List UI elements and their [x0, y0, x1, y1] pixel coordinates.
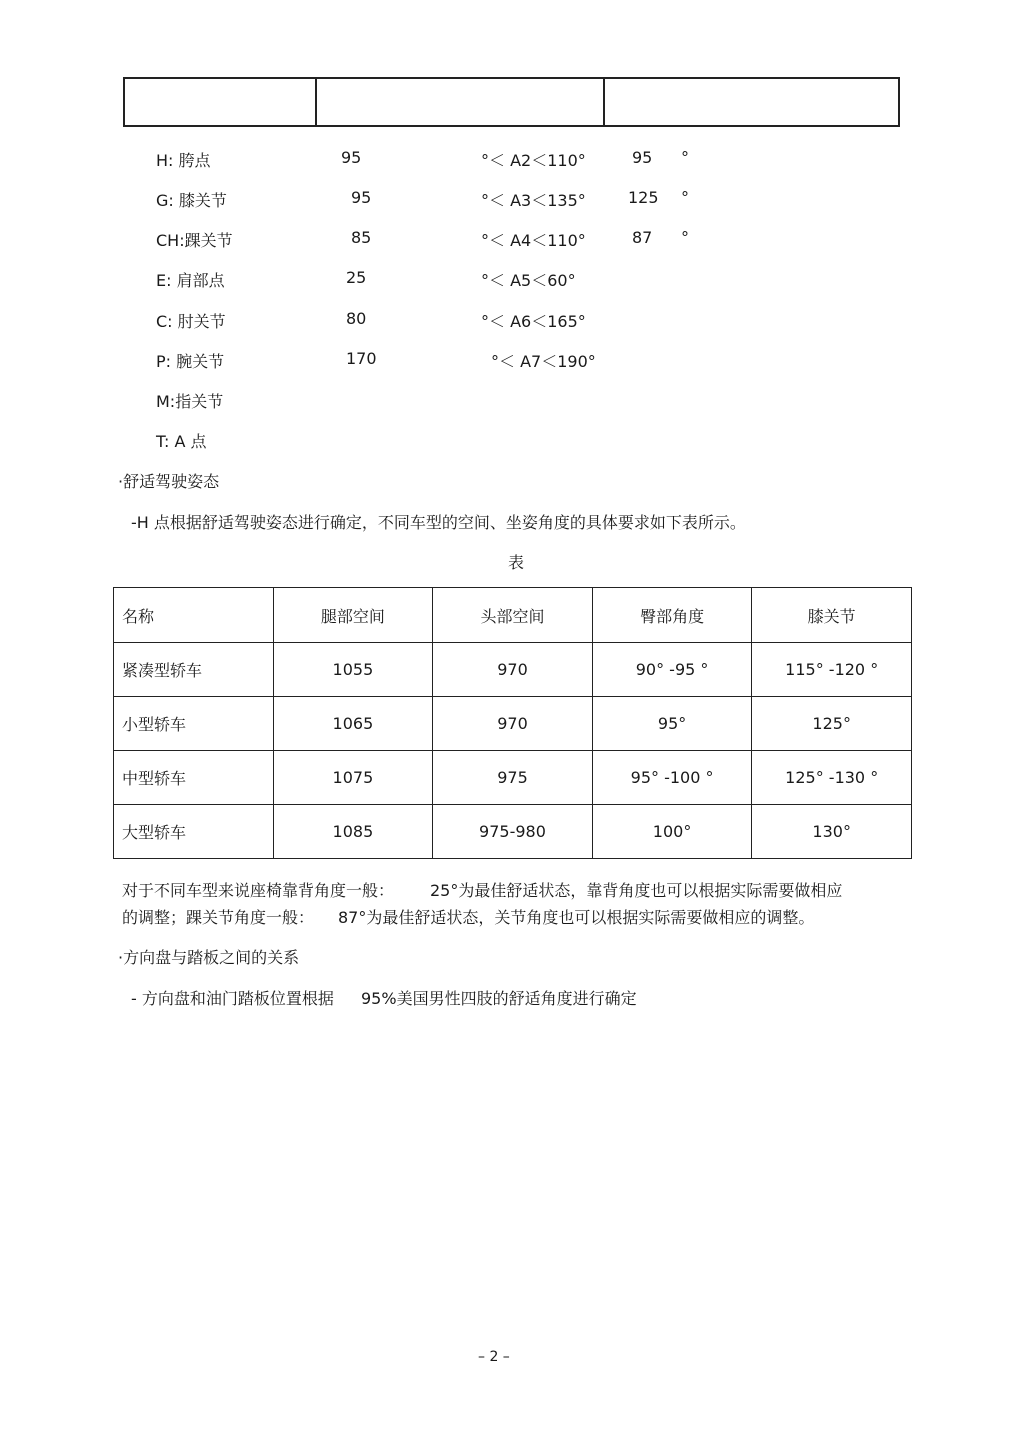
joint-degree-symbol: °	[681, 228, 689, 247]
joint-label: C: 肘关节	[156, 312, 226, 331]
joint-min-angle: 80	[346, 309, 367, 328]
table-cell: 975-980	[433, 805, 593, 859]
table-cell: 1055	[273, 643, 433, 697]
joint-min-angle: 95	[351, 188, 372, 207]
joint-degree-symbol: °	[681, 188, 689, 207]
table-row	[114, 697, 912, 751]
table-cell: 中型轿车	[114, 751, 274, 805]
section-text-h-point: -H 点根据舒适驾驶姿态进行确定，不同车型的空间、坐姿角度的具体要求如下表所示。	[131, 513, 746, 532]
joint-label: CH:踝关节	[156, 231, 233, 250]
joint-angle-range: °＜ A2＜110°	[481, 151, 586, 170]
joint-min-angle: 25	[346, 268, 367, 287]
paragraph-ankle-angle-cont: 87°为最佳舒适状态，关节角度也可以根据实际需要做相应的调整。	[338, 908, 815, 927]
header-cell-head-room: 头部空间	[433, 588, 593, 643]
top-table-cell	[604, 78, 899, 126]
table-cell: 大型轿车	[114, 805, 274, 859]
seating-spec-table	[113, 587, 912, 859]
paragraph-seatback-angle-cont: 25°为最佳舒适状态，靠背角度也可以根据实际需要做相应	[430, 881, 843, 900]
joint-label: H: 胯点	[156, 151, 211, 170]
joint-angle-range: °＜ A5＜60°	[481, 271, 576, 290]
joint-degree-symbol: °	[681, 148, 689, 167]
section-text-steering: - 方向盘和油门踏板位置根据	[131, 989, 334, 1008]
joint-label: M:指关节	[156, 392, 224, 411]
table-cell: 95°	[592, 697, 752, 751]
table-row	[114, 751, 912, 805]
table-caption: 表	[508, 553, 525, 572]
table-cell: 紧凑型轿车	[114, 643, 274, 697]
joint-comfort-angle: 95	[632, 148, 653, 167]
joint-label: G: 膝关节	[156, 191, 227, 210]
top-empty-table	[123, 77, 900, 127]
table-cell: 1075	[273, 751, 433, 805]
table-cell: 小型轿车	[114, 697, 274, 751]
joint-min-angle: 95	[341, 148, 362, 167]
paragraph-seatback-angle: 对于不同车型来说座椅靠背角度一般：	[122, 881, 395, 900]
joint-min-angle: 170	[346, 349, 377, 368]
table-cell: 125°	[752, 697, 912, 751]
header-cell-leg-room: 腿部空间	[273, 588, 433, 643]
top-table-cell	[124, 78, 316, 126]
top-table-cell	[316, 78, 604, 126]
section-heading-comfort-posture: ·舒适驾驶姿态	[118, 472, 220, 491]
joint-angle-range: °＜ A4＜110°	[481, 231, 586, 250]
header-cell-hip-angle: 臀部角度	[592, 588, 752, 643]
header-cell-name: 名称	[114, 588, 274, 643]
table-cell: 115° -120 °	[752, 643, 912, 697]
joint-min-angle: 85	[351, 228, 372, 247]
paragraph-ankle-angle: 的调整；踝关节角度一般：	[122, 908, 315, 927]
table-cell: 970	[433, 697, 593, 751]
joint-comfort-angle: 125	[628, 188, 659, 207]
table-cell: 975	[433, 751, 593, 805]
header-cell-knee-joint: 膝关节	[752, 588, 912, 643]
joint-angle-range: °＜ A7＜190°	[491, 352, 596, 371]
table-cell: 125° -130 °	[752, 751, 912, 805]
table-cell: 1065	[273, 697, 433, 751]
table-cell: 1085	[273, 805, 433, 859]
joint-label: T: A 点	[156, 432, 207, 451]
section-heading-steering-pedal: ·方向盘与踏板之间的关系	[118, 948, 300, 967]
table-cell: 100°	[592, 805, 752, 859]
joint-label: E: 肩部点	[156, 271, 225, 290]
table-row	[114, 805, 912, 859]
table-row	[114, 643, 912, 697]
joint-angle-range: °＜ A6＜165°	[481, 312, 586, 331]
joint-label: P: 腕关节	[156, 352, 225, 371]
table-cell: 95° -100 °	[592, 751, 752, 805]
table-cell: 970	[433, 643, 593, 697]
joint-comfort-angle: 87	[632, 228, 653, 247]
table-header-row	[114, 588, 912, 643]
table-cell: 90° -95 °	[592, 643, 752, 697]
section-text-steering-cont: 95%美国男性四肢的舒适角度进行确定	[361, 989, 637, 1008]
table-cell: 130°	[752, 805, 912, 859]
page-number: – 2 –	[478, 1349, 510, 1365]
joint-angle-range: °＜ A3＜135°	[481, 191, 586, 210]
